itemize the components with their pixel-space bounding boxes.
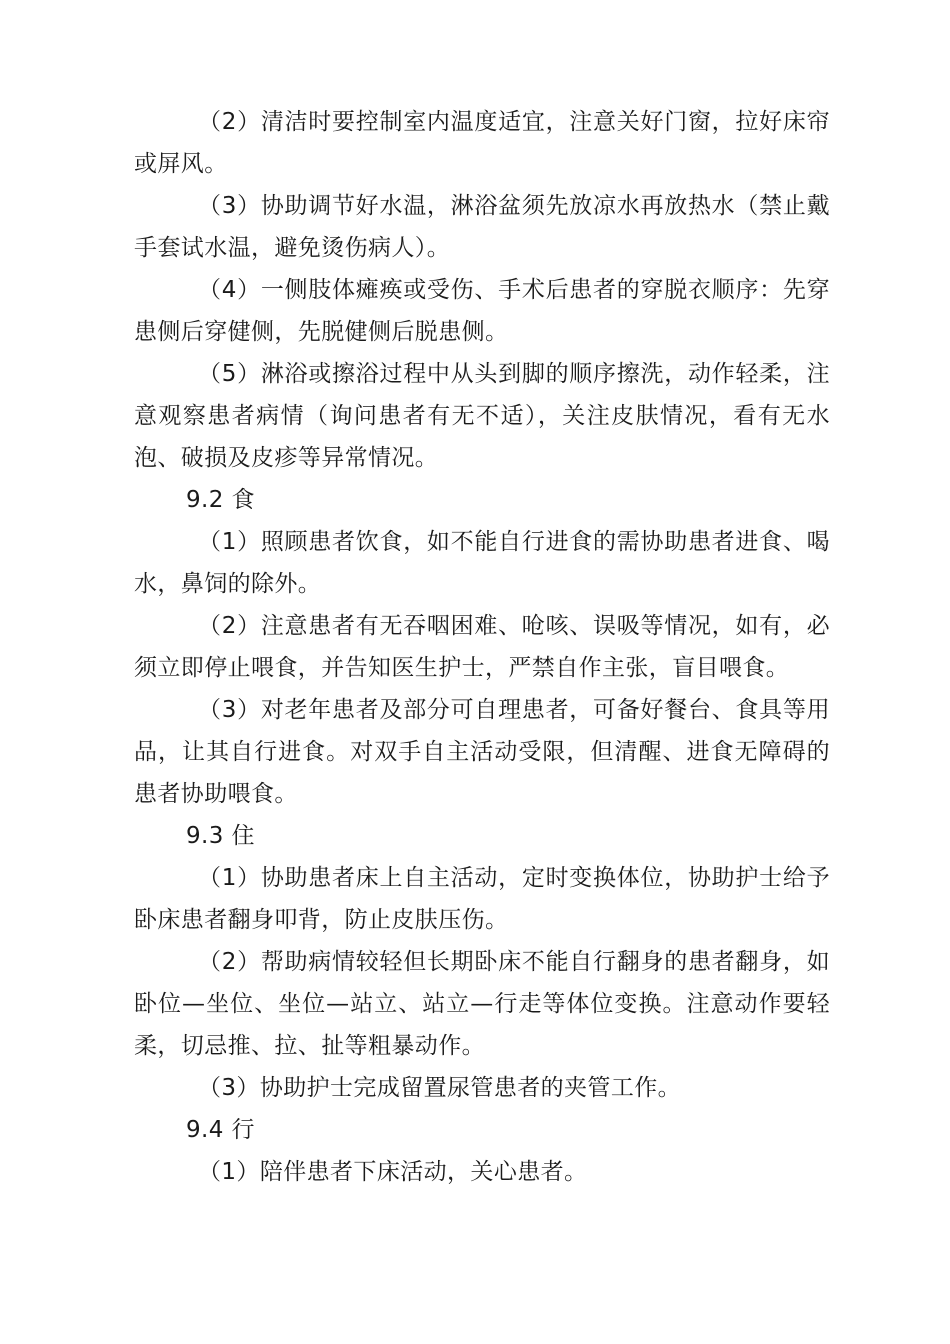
- item-bathing-4: （4）一侧肢体瘫痪或受伤、手术后患者的穿脱衣顺序：先穿患侧后穿健侧，先脱健侧后脱患侧。: [134, 277, 830, 345]
- item-bathing-3: （3）协助调节好水温，淋浴盆须先放凉水再放热水（禁止戴手套试水温，避免烫伤病人）。: [134, 193, 830, 261]
- item-living-1: （1）协助患者床上自主活动，定时变换体位，协助护士给予卧床患者翻身叩背，防止皮肤压伤。: [134, 865, 830, 933]
- item-bathing-2: （2）清洁时要控制室内温度适宜，注意关好门窗，拉好床帘或屏风。: [134, 109, 830, 177]
- section-9-4-heading: 9.4 行: [186, 1117, 255, 1143]
- item-living-2: （2）帮助病情较轻但长期卧床不能自行翻身的患者翻身，如卧位—坐位、坐位—站立、站立—行走等体位变换。注意动作要轻柔，切忌推、拉、扯等粗暴动作。: [134, 949, 830, 1059]
- item-bathing-5: （5）淋浴或擦浴过程中从头到脚的顺序擦洗，动作轻柔，注意观察患者病情（询问患者有无不适），关注皮肤情况，看有无水泡、破损及皮疹等异常情况。: [134, 361, 830, 471]
- document-body: [134, 101, 830, 1193]
- item-walking-1: （1）陪伴患者下床活动，关心患者。: [198, 1159, 588, 1185]
- item-food-2: （2）注意患者有无吞咽困难、呛咳、误吸等情况，如有，必须立即停止喂食，并告知医生护士，严禁自作主张，盲目喂食。: [134, 613, 830, 681]
- item-food-3: （3）对老年患者及部分可自理患者，可备好餐台、食具等用品，让其自行进食。对双手自主活动受限，但清醒、进食无障碍的患者协助喂食。: [134, 697, 830, 807]
- item-living-3: （3）协助护士完成留置尿管患者的夹管工作。: [198, 1075, 682, 1101]
- section-9-2-heading: 9.2 食: [186, 487, 255, 513]
- item-food-1: （1）照顾患者饮食，如不能自行进食的需协助患者进食、喝水，鼻饲的除外。: [134, 529, 830, 597]
- section-9-3-heading: 9.3 住: [186, 823, 255, 849]
